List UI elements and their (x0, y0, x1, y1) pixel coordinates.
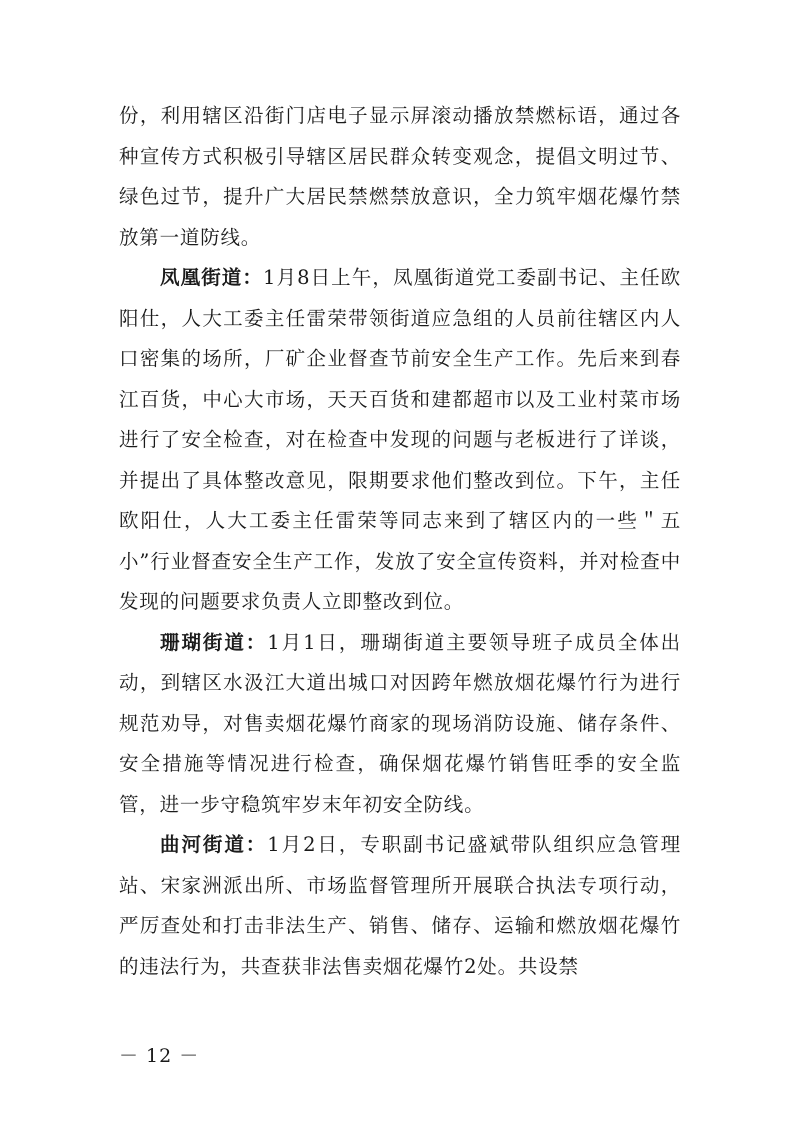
paragraph-heading: 珊瑚街道： (160, 630, 268, 654)
paragraph-fenghuang-street (119, 258, 681, 623)
paragraph-shanhu-street (119, 623, 681, 826)
paragraph-heading: 曲河街道： (160, 833, 268, 856)
paragraph-text: 1月2日，专职副书记盛斌带队组织应急管理站、宋家洲派出所、市场监督管理所开展联合执法专项行动，严厉查处和打击非法生产、销售、储存、运输和燃放烟花爆竹的违法行为，共查获非法售卖烟花爆竹2处。共设禁 (119, 833, 681, 978)
paragraph-heading: 凤凰街道： (160, 266, 263, 289)
paragraph-quhe-street (119, 825, 681, 987)
paragraph-continuation (119, 96, 681, 258)
paragraph-text: 份，利用辖区沿街门店电子显示屏滚动播放禁燃标语，通过各种宣传方式积极引导辖区居民群众转变观念，提倡文明过节、绿色过节，提升广大居民禁燃禁放意识，全力筑牢烟花爆竹禁放第一道防线。 (119, 104, 681, 249)
paragraph-text: 1月8日上午，凤凰街道党工委副书记、主任欧阳仕，人大工委主任雷荣带领街道应急组的人员前往辖区内人口密集的场所，厂矿企业督查节前安全生产工作。先后来到春江百货，中心大市场，天天百货和建都超市以及工业村菜市场进行了安全检查，对在检查中发现的问题与老板进行了详谈，并提出了具体整改意见，限期要求他们整改到位。下午，主任欧阳仕，人大工委主任雷荣等同志来到了辖区内的一些＂五小”行业督查安全生产工作，发放了安全宣传资料，并对检查中发现的问题要求负责人立即整改到位。 (119, 266, 681, 613)
paragraph-text: 1月1日，珊瑚街道主要领导班子成员全体出动，到辖区水汲江大道出城口对因跨年燃放烟花爆竹行为进行规范劝导，对售卖烟花爆竹商家的现场消防设施、储存条件、安全措施等情况进行检查，确保烟花爆竹销售旺季的安全监管，进一步守稳筑牢岁末年初安全防线。 (119, 630, 681, 816)
page-number: － 12 － (119, 1045, 200, 1067)
document-body (119, 96, 681, 987)
